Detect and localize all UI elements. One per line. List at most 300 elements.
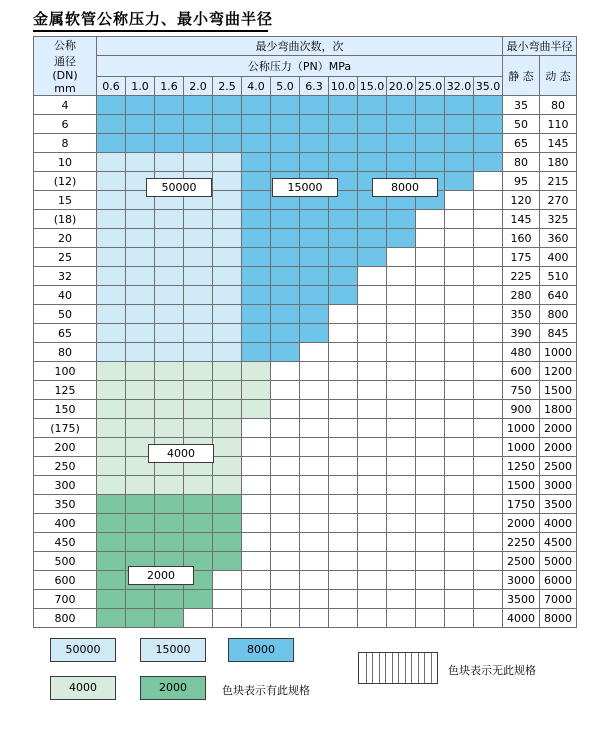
radius-dynamic-cell: 1800 — [540, 400, 577, 419]
table-row — [34, 248, 577, 267]
grid-cell — [358, 229, 387, 248]
radius-dynamic-cell: 1200 — [540, 362, 577, 381]
grid-cell — [474, 571, 503, 590]
table-row — [34, 552, 577, 571]
grid-cell — [97, 172, 126, 191]
grid-cell — [445, 134, 474, 153]
grid-cell — [271, 229, 300, 248]
table-row — [34, 96, 577, 115]
grid-cell — [271, 248, 300, 267]
grid-cell — [126, 495, 155, 514]
grid-cell — [155, 419, 184, 438]
grid-cell — [474, 172, 503, 191]
radius-dynamic-cell: 2000 — [540, 438, 577, 457]
grid-cell — [387, 286, 416, 305]
grid-cell — [416, 96, 445, 115]
grid-cell — [445, 533, 474, 552]
radius-static-cell: 390 — [503, 324, 540, 343]
grid-cell — [184, 210, 213, 229]
radius-static-cell: 120 — [503, 191, 540, 210]
grid-cell — [416, 210, 445, 229]
grid-cell — [155, 362, 184, 381]
grid-cell — [416, 153, 445, 172]
grid-cell — [387, 552, 416, 571]
radius-dynamic-cell: 8000 — [540, 609, 577, 628]
grid-cell — [242, 229, 271, 248]
radius-dynamic-cell: 180 — [540, 153, 577, 172]
grid-cell — [416, 552, 445, 571]
legend-box-15000: 15000 — [140, 638, 206, 662]
grid-cell — [445, 267, 474, 286]
grid-cell — [184, 590, 213, 609]
grid-cell — [213, 400, 242, 419]
grid-cell — [213, 419, 242, 438]
dn-cell: 80 — [34, 343, 97, 362]
grid-cell — [416, 533, 445, 552]
grid-cell — [416, 115, 445, 134]
grid-cell — [155, 324, 184, 343]
grid-cell — [184, 533, 213, 552]
grid-cell — [271, 552, 300, 571]
grid-cell — [242, 248, 271, 267]
grid-cell — [213, 115, 242, 134]
grid-cell — [474, 514, 503, 533]
grid-cell — [358, 248, 387, 267]
grid-cell — [242, 362, 271, 381]
grid-cell — [445, 609, 474, 628]
grid-cell — [445, 419, 474, 438]
dn-cell: 100 — [34, 362, 97, 381]
grid-cell — [300, 495, 329, 514]
grid-cell — [416, 343, 445, 362]
bend-count-header: 最少弯曲次数，次 — [97, 37, 503, 56]
radius-dynamic-cell: 400 — [540, 248, 577, 267]
radius-dynamic-cell: 215 — [540, 172, 577, 191]
pressure-header-cell: 1.0 — [126, 77, 155, 96]
grid-cell — [416, 400, 445, 419]
grid-cell — [329, 210, 358, 229]
grid-cell — [445, 571, 474, 590]
dn-cell: 15 — [34, 191, 97, 210]
grid-cell — [416, 514, 445, 533]
grid-cell — [155, 343, 184, 362]
radius-static-cell: 1500 — [503, 476, 540, 495]
dn-cell: 450 — [34, 533, 97, 552]
value-box: 2000 — [128, 566, 194, 585]
grid-cell — [300, 153, 329, 172]
dn-cell: 350 — [34, 495, 97, 514]
value-box: 15000 — [272, 178, 338, 197]
pressure-header-cell: 32.0 — [445, 77, 474, 96]
radius-static-cell: 225 — [503, 267, 540, 286]
grid-cell — [358, 134, 387, 153]
grid-cell — [271, 210, 300, 229]
radius-dynamic-cell: 6000 — [540, 571, 577, 590]
grid-cell — [358, 609, 387, 628]
legend-box-4000: 4000 — [50, 676, 116, 700]
radius-static-cell: 1250 — [503, 457, 540, 476]
grid-cell — [445, 552, 474, 571]
radius-static-cell: 2500 — [503, 552, 540, 571]
grid-cell — [387, 400, 416, 419]
grid-cell — [416, 134, 445, 153]
grid-cell — [300, 343, 329, 362]
grid-cell — [300, 457, 329, 476]
radius-dynamic-cell: 2500 — [540, 457, 577, 476]
grid-cell — [300, 552, 329, 571]
grid-cell — [242, 590, 271, 609]
dn-cell: 400 — [34, 514, 97, 533]
grid-cell — [271, 419, 300, 438]
grid-cell — [126, 324, 155, 343]
grid-cell — [97, 400, 126, 419]
grid-cell — [155, 96, 184, 115]
grid-cell — [329, 590, 358, 609]
legend-box-50000: 50000 — [50, 638, 116, 662]
grid-cell — [271, 267, 300, 286]
pressure-header-cell: 0.6 — [97, 77, 126, 96]
pressure-header: 公称压力（PN）MPa — [97, 56, 503, 77]
radius-static-cell: 1750 — [503, 495, 540, 514]
grid-cell — [242, 96, 271, 115]
pressure-header-cell: 2.0 — [184, 77, 213, 96]
grid-cell — [474, 229, 503, 248]
grid-cell — [184, 495, 213, 514]
grid-cell — [474, 134, 503, 153]
pressure-header-cell: 10.0 — [329, 77, 358, 96]
grid-cell — [242, 533, 271, 552]
radius-static-cell: 900 — [503, 400, 540, 419]
table-row — [34, 115, 577, 134]
dn-cell: 600 — [34, 571, 97, 590]
grid-cell — [184, 267, 213, 286]
grid-cell — [474, 305, 503, 324]
grid-cell — [474, 400, 503, 419]
grid-cell — [97, 571, 126, 590]
grid-cell — [387, 495, 416, 514]
grid-cell — [155, 210, 184, 229]
grid-cell — [242, 400, 271, 419]
grid-cell — [184, 476, 213, 495]
grid-cell — [329, 134, 358, 153]
radius-dynamic-cell: 7000 — [540, 590, 577, 609]
grid-cell — [474, 419, 503, 438]
radius-dynamic-header: 动 态 — [540, 56, 577, 96]
grid-cell — [184, 134, 213, 153]
grid-cell — [126, 267, 155, 286]
spec-table — [33, 36, 577, 628]
grid-cell — [97, 305, 126, 324]
grid-cell — [474, 248, 503, 267]
grid-cell — [271, 343, 300, 362]
grid-cell — [271, 96, 300, 115]
grid-cell — [329, 381, 358, 400]
title-underline — [33, 30, 268, 32]
grid-cell — [155, 381, 184, 400]
grid-cell — [126, 248, 155, 267]
grid-cell — [126, 134, 155, 153]
radius-static-cell: 280 — [503, 286, 540, 305]
grid-cell — [329, 476, 358, 495]
grid-cell — [387, 248, 416, 267]
legend-note-hatch: 色块表示无此规格 — [448, 664, 536, 677]
grid-cell — [155, 400, 184, 419]
grid-cell — [474, 590, 503, 609]
grid-cell — [329, 438, 358, 457]
dn-cell: 40 — [34, 286, 97, 305]
grid-cell — [213, 305, 242, 324]
grid-cell — [329, 343, 358, 362]
grid-cell — [445, 191, 474, 210]
grid-cell — [300, 476, 329, 495]
grid-cell — [213, 248, 242, 267]
table-head — [34, 37, 577, 96]
grid-cell — [184, 115, 213, 134]
grid-cell — [387, 343, 416, 362]
grid-cell — [300, 267, 329, 286]
grid-cell — [242, 552, 271, 571]
grid-cell — [300, 514, 329, 533]
grid-cell — [329, 495, 358, 514]
grid-cell — [329, 286, 358, 305]
dn-cell: 200 — [34, 438, 97, 457]
grid-cell — [445, 514, 474, 533]
table-row — [34, 419, 577, 438]
grid-cell — [97, 248, 126, 267]
grid-cell — [213, 153, 242, 172]
grid-cell — [242, 457, 271, 476]
radius-static-cell: 65 — [503, 134, 540, 153]
radius-dynamic-cell: 325 — [540, 210, 577, 229]
dn-cell: 125 — [34, 381, 97, 400]
radius-static-cell: 4000 — [503, 609, 540, 628]
grid-cell — [358, 571, 387, 590]
grid-cell — [126, 400, 155, 419]
grid-cell — [155, 286, 184, 305]
radius-dynamic-cell: 510 — [540, 267, 577, 286]
grid-cell — [184, 362, 213, 381]
radius-static-cell: 2000 — [503, 514, 540, 533]
grid-cell — [445, 400, 474, 419]
grid-cell — [329, 457, 358, 476]
grid-cell — [387, 514, 416, 533]
grid-cell — [416, 571, 445, 590]
legend-note-color: 色块表示有此规格 — [222, 684, 310, 697]
radius-dynamic-cell: 845 — [540, 324, 577, 343]
radius-static-cell: 175 — [503, 248, 540, 267]
grid-cell — [329, 267, 358, 286]
pressure-header-cell: 20.0 — [387, 77, 416, 96]
table-row — [34, 362, 577, 381]
grid-cell — [184, 609, 213, 628]
grid-cell — [155, 514, 184, 533]
grid-cell — [445, 286, 474, 305]
grid-cell — [416, 229, 445, 248]
grid-cell — [97, 115, 126, 134]
header-row-2 — [34, 56, 577, 77]
grid-cell — [213, 362, 242, 381]
grid-cell — [242, 514, 271, 533]
grid-cell — [242, 438, 271, 457]
grid-cell — [329, 609, 358, 628]
dn-cell: 25 — [34, 248, 97, 267]
radius-static-cell: 600 — [503, 362, 540, 381]
grid-cell — [97, 476, 126, 495]
grid-cell — [474, 362, 503, 381]
header-row-1 — [34, 37, 577, 56]
grid-cell — [97, 343, 126, 362]
table-row — [34, 571, 577, 590]
grid-cell — [300, 286, 329, 305]
grid-cell — [358, 267, 387, 286]
grid-cell — [213, 286, 242, 305]
grid-cell — [213, 457, 242, 476]
grid-cell — [126, 514, 155, 533]
grid-cell — [184, 343, 213, 362]
dn-cell: (175) — [34, 419, 97, 438]
grid-cell — [213, 476, 242, 495]
grid-cell — [358, 400, 387, 419]
grid-cell — [358, 96, 387, 115]
radius-dynamic-cell: 4500 — [540, 533, 577, 552]
grid-cell — [97, 191, 126, 210]
grid-cell — [97, 96, 126, 115]
grid-cell — [155, 533, 184, 552]
grid-cell — [329, 533, 358, 552]
table-body — [34, 96, 577, 628]
grid-cell — [271, 438, 300, 457]
dn-cell: 500 — [34, 552, 97, 571]
table-row — [34, 210, 577, 229]
grid-cell — [213, 381, 242, 400]
radius-static-cell: 1000 — [503, 438, 540, 457]
grid-cell — [445, 457, 474, 476]
grid-cell — [242, 343, 271, 362]
grid-cell — [126, 609, 155, 628]
grid-cell — [97, 134, 126, 153]
radius-dynamic-cell: 110 — [540, 115, 577, 134]
grid-cell — [387, 324, 416, 343]
grid-cell — [445, 210, 474, 229]
grid-cell — [213, 514, 242, 533]
grid-cell — [271, 381, 300, 400]
radius-dynamic-cell: 1000 — [540, 343, 577, 362]
grid-cell — [387, 533, 416, 552]
grid-cell — [300, 400, 329, 419]
grid-cell — [213, 571, 242, 590]
grid-cell — [271, 609, 300, 628]
grid-cell — [358, 153, 387, 172]
grid-cell — [445, 324, 474, 343]
pressure-header-cell: 5.0 — [271, 77, 300, 96]
grid-cell — [474, 495, 503, 514]
dn-cell: 4 — [34, 96, 97, 115]
grid-cell — [271, 514, 300, 533]
grid-cell — [474, 153, 503, 172]
radius-dynamic-cell: 3000 — [540, 476, 577, 495]
grid-cell — [271, 324, 300, 343]
grid-cell — [329, 514, 358, 533]
grid-cell — [416, 476, 445, 495]
bend-radius-header: 最小弯曲半径 — [503, 37, 577, 56]
grid-cell — [97, 419, 126, 438]
grid-cell — [358, 457, 387, 476]
grid-cell — [213, 533, 242, 552]
grid-cell — [126, 115, 155, 134]
grid-cell — [358, 533, 387, 552]
grid-cell — [474, 609, 503, 628]
legend-box-2000: 2000 — [140, 676, 206, 700]
table-row — [34, 134, 577, 153]
radius-dynamic-cell: 5000 — [540, 552, 577, 571]
radius-static-cell: 750 — [503, 381, 540, 400]
grid-cell — [329, 305, 358, 324]
grid-cell — [358, 419, 387, 438]
dn-cell: 800 — [34, 609, 97, 628]
radius-dynamic-cell: 3500 — [540, 495, 577, 514]
grid-cell — [97, 286, 126, 305]
grid-cell — [445, 590, 474, 609]
grid-cell — [387, 571, 416, 590]
grid-cell — [97, 153, 126, 172]
grid-cell — [242, 609, 271, 628]
grid-cell — [242, 476, 271, 495]
pressure-header-cell: 25.0 — [416, 77, 445, 96]
grid-cell — [300, 324, 329, 343]
grid-cell — [474, 191, 503, 210]
grid-cell — [416, 267, 445, 286]
grid-cell — [387, 229, 416, 248]
grid-cell — [155, 267, 184, 286]
grid-cell — [242, 191, 271, 210]
radius-dynamic-cell: 640 — [540, 286, 577, 305]
grid-cell — [445, 362, 474, 381]
grid-cell — [213, 552, 242, 571]
radius-static-cell: 160 — [503, 229, 540, 248]
radius-static-cell: 1000 — [503, 419, 540, 438]
grid-cell — [329, 400, 358, 419]
grid-cell — [474, 210, 503, 229]
grid-cell — [97, 210, 126, 229]
grid-cell — [474, 267, 503, 286]
grid-cell — [184, 381, 213, 400]
grid-cell — [213, 210, 242, 229]
grid-cell — [474, 96, 503, 115]
grid-cell — [97, 324, 126, 343]
grid-cell — [329, 248, 358, 267]
grid-cell — [300, 571, 329, 590]
dn-cell: 300 — [34, 476, 97, 495]
table-row — [34, 438, 577, 457]
grid-cell — [97, 362, 126, 381]
grid-cell — [300, 609, 329, 628]
grid-cell — [155, 476, 184, 495]
grid-cell — [155, 609, 184, 628]
grid-cell — [213, 343, 242, 362]
grid-cell — [445, 96, 474, 115]
grid-cell — [358, 552, 387, 571]
grid-cell — [474, 533, 503, 552]
dn-header-line4: mm — [54, 82, 76, 95]
dn-cell: 700 — [34, 590, 97, 609]
dn-cell: 8 — [34, 134, 97, 153]
dn-cell: 20 — [34, 229, 97, 248]
dn-header-cell — [34, 37, 97, 96]
grid-cell — [300, 438, 329, 457]
grid-cell — [387, 381, 416, 400]
pressure-header-cell: 15.0 — [358, 77, 387, 96]
radius-static-cell: 3000 — [503, 571, 540, 590]
